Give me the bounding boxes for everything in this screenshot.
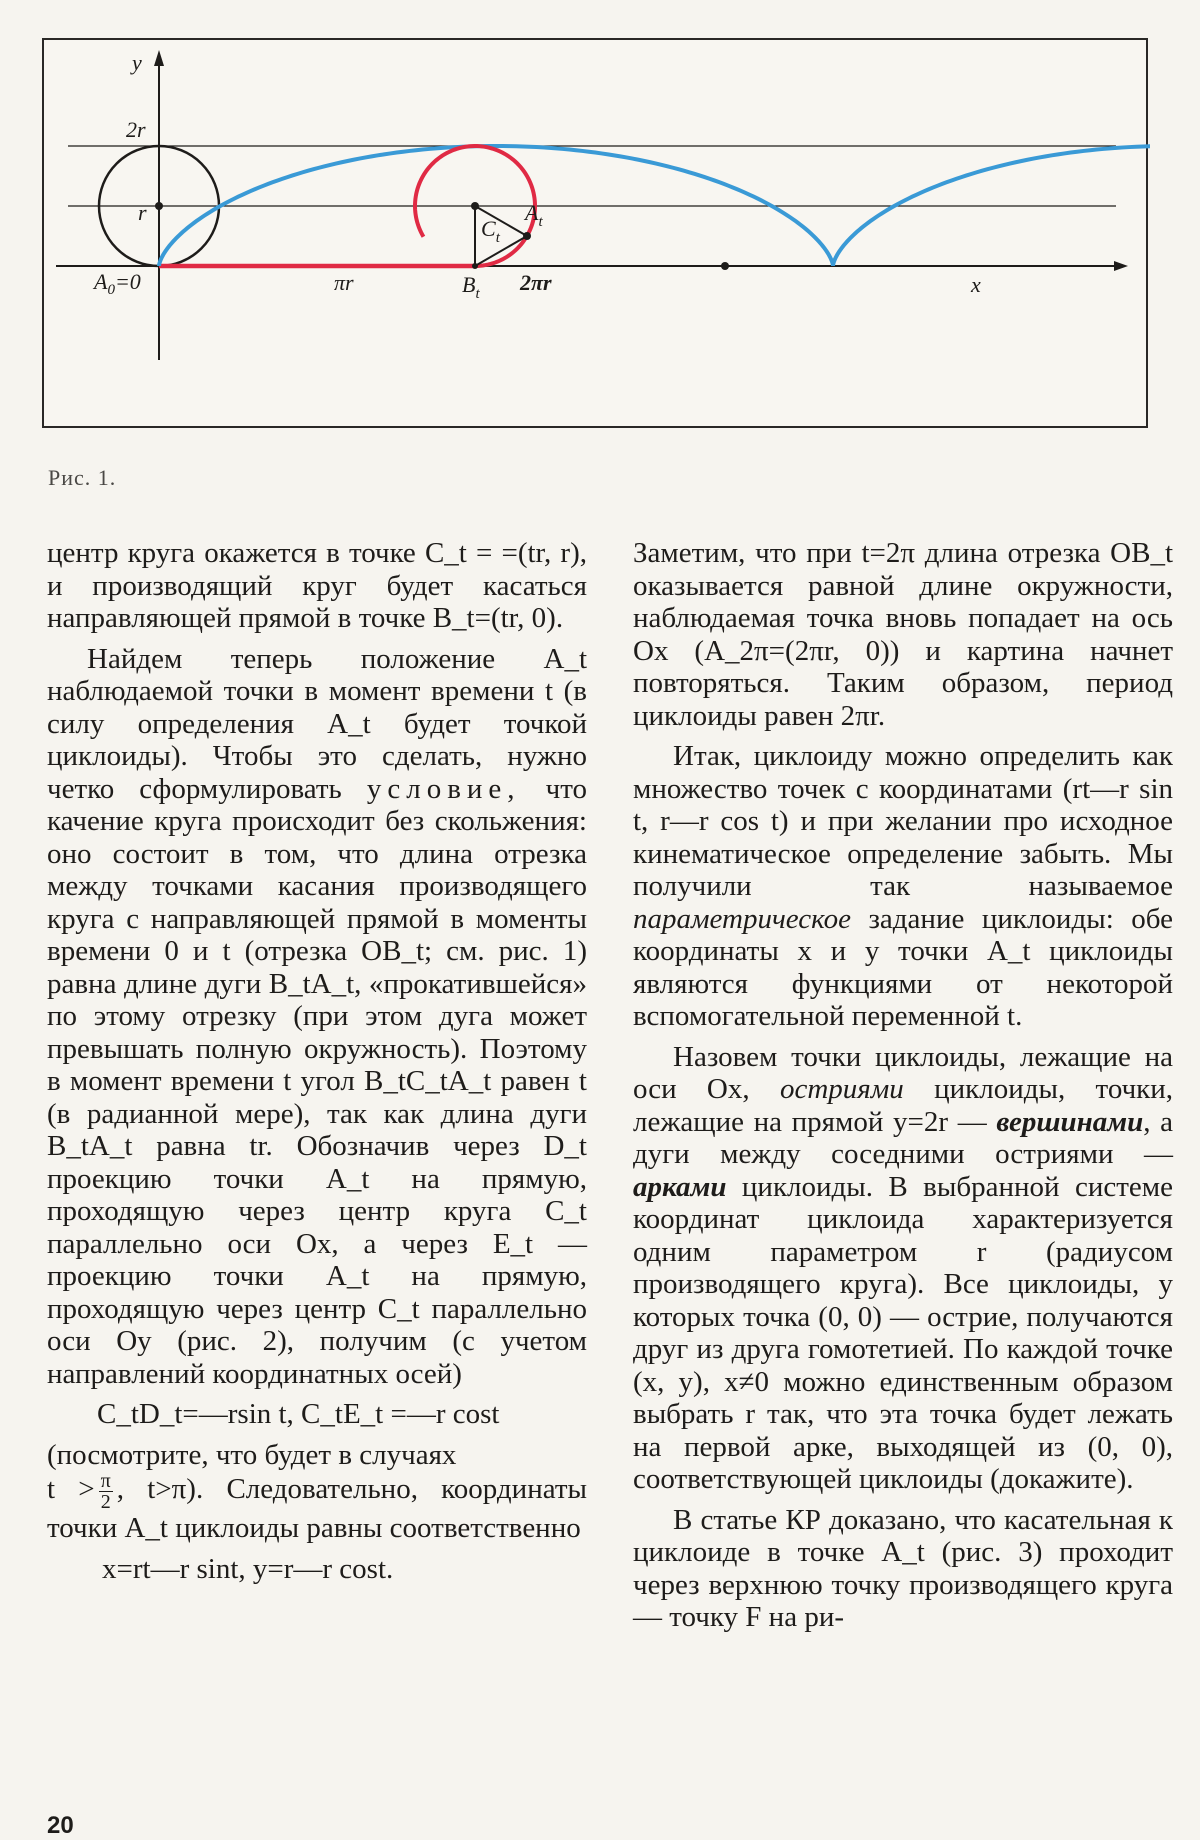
paragraph: Найдем теперь положение A_t наблюдаемой точки в момент времени t (в силу определения A_t будет точкой циклоиды). Чтобы это сделать, нужно четко сформулировать условие, что качение круга происходит без скольжения: оно состоит в том, что длина отрезка между точками касания производящего круга с направляющей прямой в моменты времени 0 и t (отрезка OB_t; см. рис. 1) равна длине дуги B_tA_t, «прокатившейся» по этому отрезку (при этом дуга может превышать полную окружность). Поэтому в момент времени t угол B_tC_tA_t равен t (в радианной мере), так как длина дуги B_tA_t равна tr. Обозначив через D_t проекцию точки A_t на прямую, проходящую через центр круга C_t параллельно оси Ox, а через E_t — проекцию точки A_t на прямую, проходящую через центр C_t параллельно оси Oy (рис. 2), получим (с учетом направлений координатных осей) [47,642,587,1390]
center-c-dot [471,202,479,210]
y-axis-label: y [132,50,142,75]
formula-projections: C_tD_t=—rsin t, C_tE_t =—r cost [97,1398,500,1430]
label-origin: $A_0=0$ [94,269,141,298]
cycloid-diagram [44,40,1150,430]
figure-caption: Рис. 1. [48,465,117,490]
paragraph: Назовем точки циклоиды, лежащие на оси Ox, остриями циклоиды, точки, лежащие на прямой y=2r — вершинами, а дуги между соседними остриями — арками циклоиды. В выбранной системе координат циклоида характеризуется одним параметром r (радиусом производящего круга). Все циклоиды, у которых точка (0, 0) — острие, получаются друг из друга гомотетией. По каждой точке (x, y), x≠0 можно единственным образом выбрать r так, что эта точка будет лежать на первой арке, выходящей из (0, 0), соответствующей циклоиды (докажите). [633,1040,1174,1495]
label-pi-r: πr [334,270,354,295]
point-b-dot [472,263,478,269]
point-a-dot [523,232,531,240]
paragraph: В статье КР доказано, что касательная к циклоиде в точке A_t (рис. 3) проходит через верхнюю точку производящего круга — точку F на ри- [633,1503,1173,1633]
x-axis-arrow [1114,261,1128,271]
fraction-pi-over-2: $\frac{\pi}{2}$ [100,1470,111,1513]
paragraph: (посмотрите, что будет в случаях t > $\frac{\pi}{2}$ , t>π). Следовательно, координаты точки A_t циклоиды равны соответственно [47,1438,587,1544]
text-column-left [47,537,587,1585]
text-column-right [633,537,1173,1642]
label-2r: 2r [126,117,146,142]
formula-parametric: x=rt—r sint, y=r—r cost. [102,1552,394,1585]
figure-cycloid [42,38,1148,428]
paragraph: Итак, циклоиду можно определить как множество точек с координатами (rt—r sin t, r—r cos t) и при желании про исходное кинематическое определение забыть. Мы получили так называемое параметрическое задание циклоиды: обе координаты x и y точки A_t циклоиды являются функциями от некоторой вспомогательной переменной t. [633,740,1173,1032]
label-a-t: $A_t$ [525,200,543,230]
initial-center-dot [155,202,163,210]
label-b-t: $B_t$ [462,272,480,302]
y-axis-arrow [154,50,164,66]
axis-dot-3pi [721,262,729,270]
label-c-t: $C_t$ [481,216,500,246]
paragraph: центр круга окажется в точке C_t = =(tr, r), и производящий круг будет касаться направляющей прямой в точке B_t=(tr, 0). [47,537,587,634]
paragraph: Заметим, что при t=2π длина отрезка OB_t оказывается равной длине окружности, наблюдаемая точка вновь попадает на ось Ox (A_2π=(2πr, 0)) и картина начнет повторяться. Таким образом, период циклоиды равен 2πr. [633,537,1173,732]
label-r: r [138,200,147,225]
x-axis-label: x [971,272,981,297]
label-2pi-r: 2πr [520,270,552,295]
page-number: 20 [47,1812,74,1839]
